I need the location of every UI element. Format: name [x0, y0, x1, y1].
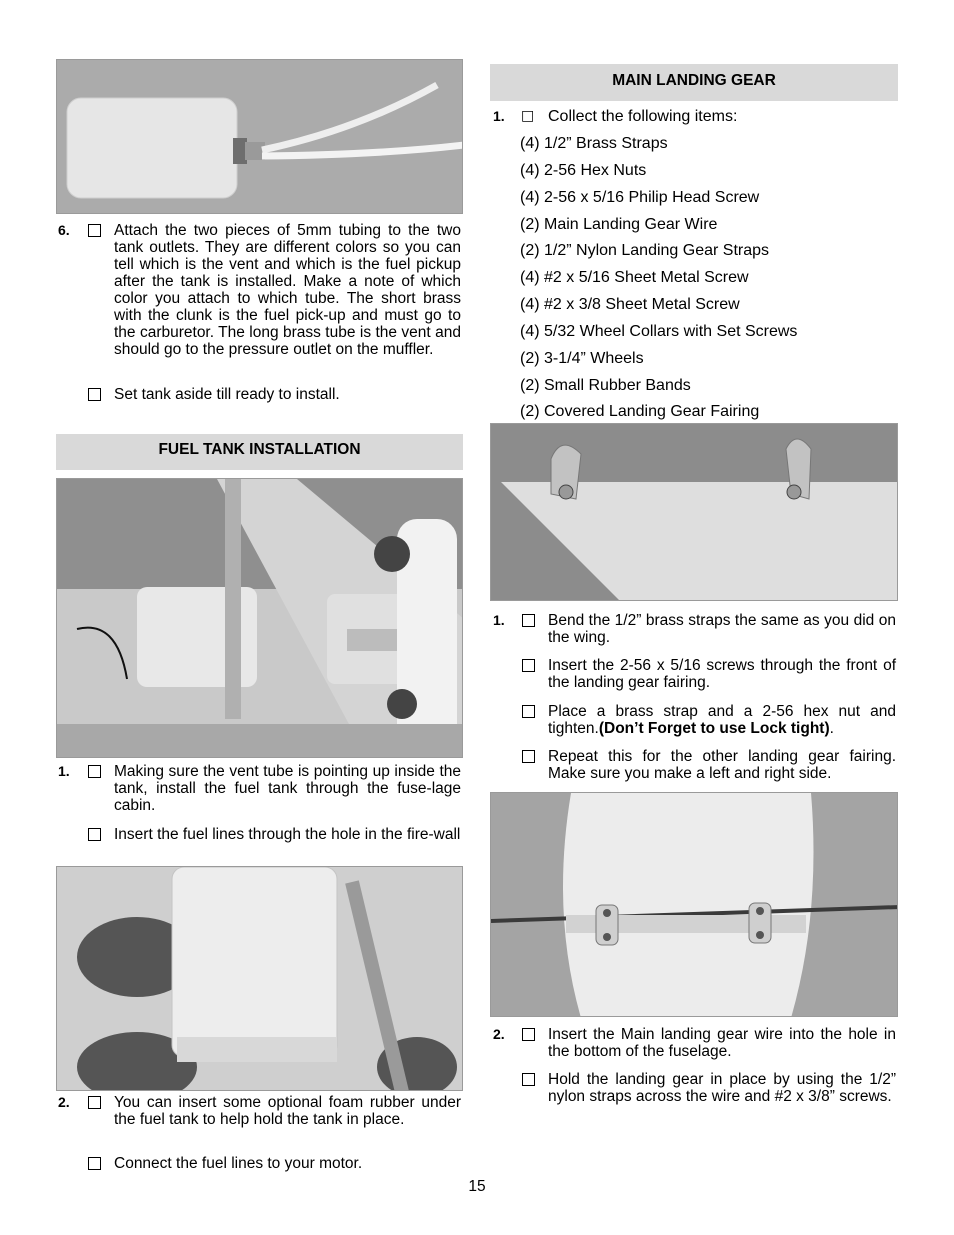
step-repeat-fairing — [493, 748, 897, 784]
step-number: 1. — [493, 108, 505, 124]
step-text: Insert the 2-56 x 5/16 screws through the front of the landing gear fairing. — [548, 657, 896, 691]
checkbox[interactable] — [522, 750, 535, 763]
step-place-strap — [493, 703, 897, 739]
list-item: (4) 2-56 Hex Nuts — [520, 162, 647, 179]
fuel-tank-photo — [56, 59, 463, 214]
checkbox[interactable] — [88, 1096, 101, 1109]
checkbox[interactable] — [88, 828, 101, 841]
step-text: Set tank aside till ready to install. — [114, 386, 340, 403]
section-heading-main-landing-gear: MAIN LANDING GEAR — [490, 64, 898, 101]
list-item: (4) 5/32 Wheel Collars with Set Screws — [520, 323, 798, 340]
step-6-set-aside — [58, 386, 462, 406]
step-text: Attach the two pieces of 5mm tubing to the two tank outlets. They are different colors so you can tell which is the vent and which is the fuel pickup after the tank is installed. Make a note of which color you attach to which tube. The short brass with the clunk is the fuel pick-up and must go to the carburetor. The long brass tube is the vent and should go to the pressure outlet on the muffler. — [114, 222, 461, 358]
step-2-connect-lines — [58, 1155, 462, 1175]
list-item: (2) Main Landing Gear Wire — [520, 216, 718, 233]
list-item: (4) 2-56 x 5/16 Philip Head Screw — [520, 189, 760, 206]
step-number: 6. — [58, 222, 70, 238]
checkbox[interactable] — [522, 705, 535, 718]
step-text — [548, 703, 896, 737]
step-number: 2. — [493, 1026, 505, 1042]
step-1-bend-straps — [493, 612, 897, 648]
step-text: Repeat this for the other landing gear fairing. Make sure you make a left and right side. — [548, 748, 896, 782]
step-1-install-tank — [58, 763, 462, 819]
fuselage-cabin-photo — [56, 478, 463, 758]
checkbox[interactable] — [522, 1028, 535, 1041]
step-text: Making sure the vent tube is pointing up inside the tank, install the fuel tank through the fuse-lage cabin. — [114, 763, 461, 814]
landing-gear-wire-photo — [490, 792, 898, 1017]
page-number: 15 — [468, 1178, 486, 1195]
step-text: Connect the fuel lines to your motor. — [114, 1155, 363, 1172]
checkbox[interactable] — [88, 1157, 101, 1170]
step-1-fuel-lines — [58, 826, 462, 862]
step-text: Insert the fuel lines through the hole in the fire-wall — [114, 826, 461, 843]
fairing-straps-photo — [490, 423, 898, 601]
step-text: Hold the landing gear in place by using the 1/2” nylon straps across the wire and #2 x 3/8” screws. — [548, 1071, 896, 1105]
section-heading-fuel-tank-installation: FUEL TANK INSTALLATION — [56, 434, 463, 470]
list-item: (2) Small Rubber Bands — [520, 377, 691, 394]
list-item: (2) Covered Landing Gear Fairing — [520, 403, 760, 420]
checkbox[interactable] — [88, 765, 101, 778]
checkbox[interactable] — [88, 388, 101, 401]
step-6 — [58, 222, 462, 382]
step-2-foam-rubber — [58, 1094, 462, 1150]
checkbox[interactable]: □ — [521, 108, 535, 124]
step-1-collect — [493, 108, 897, 128]
list-item: (4) 1/2” Brass Straps — [520, 135, 668, 152]
checkbox[interactable] — [522, 614, 535, 627]
checkbox[interactable] — [88, 224, 101, 237]
list-item: (2) 1/2” Nylon Landing Gear Straps — [520, 242, 770, 259]
list-item: (2) 3-1/4” Wheels — [520, 350, 644, 367]
step-number: 1. — [493, 612, 505, 628]
step-text: Bend the 1/2” brass straps the same as you did on the wing. — [548, 612, 896, 646]
tank-closeup-photo — [56, 866, 463, 1091]
step-hold-gear — [493, 1071, 897, 1127]
step-text-plain: Place a brass strap and a 2-56 hex nut and tighten. — [548, 703, 896, 737]
step-text: You can insert some optional foam rubber under the fuel tank to help hold the tank in place. — [114, 1094, 461, 1128]
step-insert-screws — [493, 657, 897, 693]
step-text-bold: (Don’t Forget to use Lock tight) — [598, 720, 830, 737]
step-2-insert-wire — [493, 1026, 897, 1062]
step-number: 1. — [58, 763, 70, 779]
list-item: (4) #2 x 3/8 Sheet Metal Screw — [520, 296, 740, 313]
step-text: Collect the following items: — [548, 108, 738, 125]
checkbox[interactable] — [522, 659, 535, 672]
checkbox[interactable] — [522, 1073, 535, 1086]
step-text-end: . — [829, 720, 834, 737]
step-number: 2. — [58, 1094, 70, 1110]
list-item: (4) #2 x 5/16 Sheet Metal Screw — [520, 269, 749, 286]
step-text: Insert the Main landing gear wire into the hole in the bottom of the fuselage. — [548, 1026, 896, 1060]
